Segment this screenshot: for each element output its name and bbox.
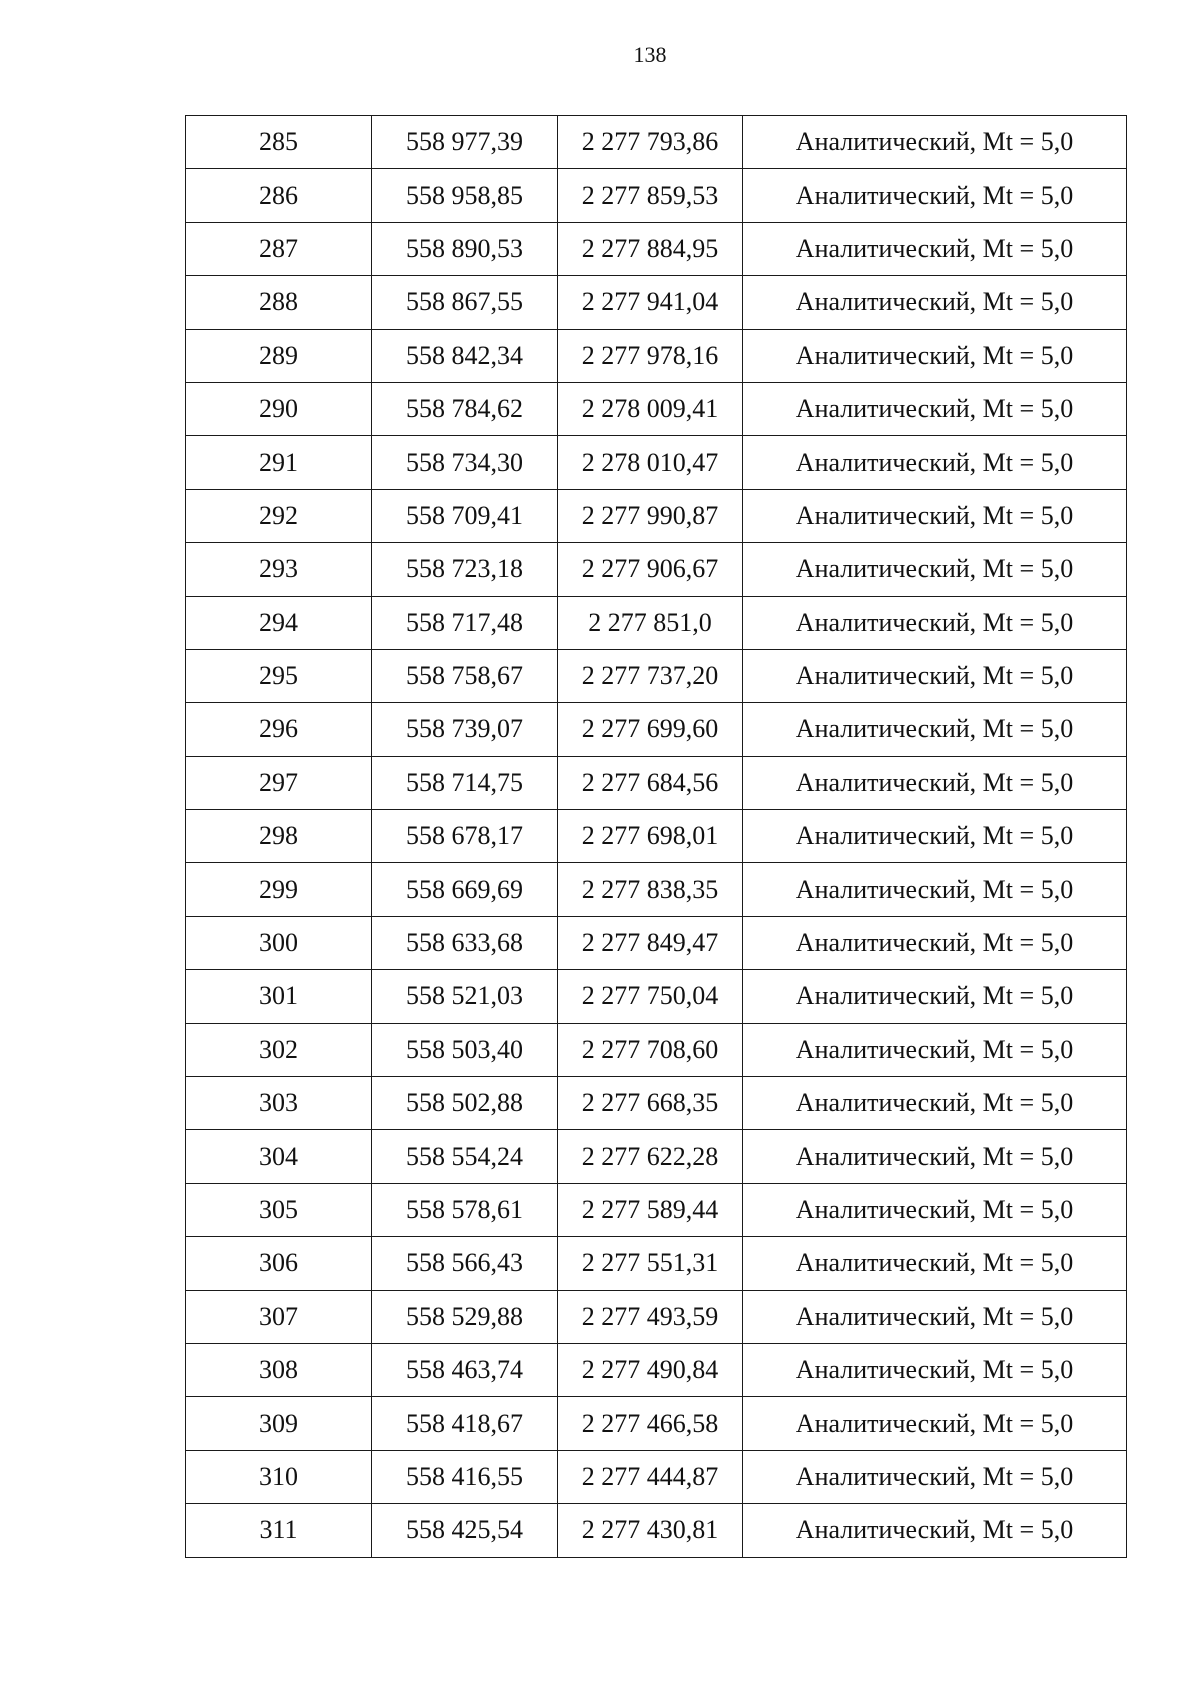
- y-coordinate-cell: 2 277 859,53: [558, 169, 743, 222]
- method-cell: Аналитический, Mt = 5,0: [743, 1183, 1127, 1236]
- table-row: [186, 276, 1127, 329]
- table-row: [186, 222, 1127, 275]
- method-cell: Аналитический, Mt = 5,0: [743, 916, 1127, 969]
- y-coordinate-cell: 2 277 851,0: [558, 596, 743, 649]
- x-coordinate-cell: 558 758,67: [372, 649, 558, 702]
- table-row: [186, 1504, 1127, 1557]
- point-number-cell: 292: [186, 489, 372, 542]
- x-coordinate-cell: 558 633,68: [372, 916, 558, 969]
- point-number-cell: 286: [186, 169, 372, 222]
- method-cell: Аналитический, Mt = 5,0: [743, 596, 1127, 649]
- y-coordinate-cell: 2 277 906,67: [558, 543, 743, 596]
- point-number-cell: 296: [186, 703, 372, 756]
- method-cell: Аналитический, Mt = 5,0: [743, 1023, 1127, 1076]
- method-cell: Аналитический, Mt = 5,0: [743, 1290, 1127, 1343]
- table-row: [186, 116, 1127, 169]
- point-number-cell: 297: [186, 756, 372, 809]
- table-row: [186, 436, 1127, 489]
- y-coordinate-cell: 2 277 668,35: [558, 1077, 743, 1130]
- y-coordinate-cell: 2 277 941,04: [558, 276, 743, 329]
- table-row: [186, 1023, 1127, 1076]
- method-cell: Аналитический, Mt = 5,0: [743, 1504, 1127, 1557]
- table-row: [186, 649, 1127, 702]
- table-row: [186, 810, 1127, 863]
- point-number-cell: 305: [186, 1183, 372, 1236]
- point-number-cell: 303: [186, 1077, 372, 1130]
- x-coordinate-cell: 558 734,30: [372, 436, 558, 489]
- y-coordinate-cell: 2 278 009,41: [558, 382, 743, 435]
- y-coordinate-cell: 2 277 849,47: [558, 916, 743, 969]
- point-number-cell: 299: [186, 863, 372, 916]
- x-coordinate-cell: 558 578,61: [372, 1183, 558, 1236]
- table-row: [186, 703, 1127, 756]
- table-row: [186, 1450, 1127, 1503]
- table-row: [186, 970, 1127, 1023]
- y-coordinate-cell: 2 277 589,44: [558, 1183, 743, 1236]
- y-coordinate-cell: 2 277 430,81: [558, 1504, 743, 1557]
- point-number-cell: 304: [186, 1130, 372, 1183]
- method-cell: Аналитический, Mt = 5,0: [743, 1450, 1127, 1503]
- table-row: [186, 863, 1127, 916]
- y-coordinate-cell: 2 277 698,01: [558, 810, 743, 863]
- x-coordinate-cell: 558 502,88: [372, 1077, 558, 1130]
- method-cell: Аналитический, Mt = 5,0: [743, 543, 1127, 596]
- method-cell: Аналитический, Mt = 5,0: [743, 222, 1127, 275]
- x-coordinate-cell: 558 416,55: [372, 1450, 558, 1503]
- method-cell: Аналитический, Mt = 5,0: [743, 276, 1127, 329]
- y-coordinate-cell: 2 277 737,20: [558, 649, 743, 702]
- point-number-cell: 298: [186, 810, 372, 863]
- y-coordinate-cell: 2 278 010,47: [558, 436, 743, 489]
- table-row: [186, 169, 1127, 222]
- table-row: [186, 329, 1127, 382]
- table-row: [186, 1183, 1127, 1236]
- table-row: [186, 1343, 1127, 1396]
- x-coordinate-cell: 558 717,48: [372, 596, 558, 649]
- point-number-cell: 300: [186, 916, 372, 969]
- table-row: [186, 1130, 1127, 1183]
- point-number-cell: 294: [186, 596, 372, 649]
- y-coordinate-cell: 2 277 493,59: [558, 1290, 743, 1343]
- method-cell: Аналитический, Mt = 5,0: [743, 382, 1127, 435]
- y-coordinate-cell: 2 277 444,87: [558, 1450, 743, 1503]
- x-coordinate-cell: 558 503,40: [372, 1023, 558, 1076]
- page-number: 138: [633, 42, 667, 67]
- x-coordinate-cell: 558 554,24: [372, 1130, 558, 1183]
- point-number-cell: 311: [186, 1504, 372, 1557]
- method-cell: Аналитический, Mt = 5,0: [743, 703, 1127, 756]
- point-number-cell: 287: [186, 222, 372, 275]
- point-number-cell: 307: [186, 1290, 372, 1343]
- x-coordinate-cell: 558 739,07: [372, 703, 558, 756]
- point-number-cell: 295: [186, 649, 372, 702]
- table-row: [186, 489, 1127, 542]
- x-coordinate-cell: 558 723,18: [372, 543, 558, 596]
- method-cell: Аналитический, Mt = 5,0: [743, 116, 1127, 169]
- x-coordinate-cell: 558 714,75: [372, 756, 558, 809]
- point-number-cell: 310: [186, 1450, 372, 1503]
- table-row: [186, 1237, 1127, 1290]
- y-coordinate-cell: 2 277 708,60: [558, 1023, 743, 1076]
- point-number-cell: 285: [186, 116, 372, 169]
- x-coordinate-cell: 558 958,85: [372, 169, 558, 222]
- coordinates-table: [185, 115, 1127, 1558]
- method-cell: Аналитический, Mt = 5,0: [743, 970, 1127, 1023]
- point-number-cell: 289: [186, 329, 372, 382]
- method-cell: Аналитический, Mt = 5,0: [743, 436, 1127, 489]
- x-coordinate-cell: 558 977,39: [372, 116, 558, 169]
- x-coordinate-cell: 558 566,43: [372, 1237, 558, 1290]
- y-coordinate-cell: 2 277 884,95: [558, 222, 743, 275]
- method-cell: Аналитический, Mt = 5,0: [743, 810, 1127, 863]
- y-coordinate-cell: 2 277 684,56: [558, 756, 743, 809]
- table-body: [186, 116, 1127, 1558]
- x-coordinate-cell: 558 425,54: [372, 1504, 558, 1557]
- y-coordinate-cell: 2 277 490,84: [558, 1343, 743, 1396]
- y-coordinate-cell: 2 277 750,04: [558, 970, 743, 1023]
- y-coordinate-cell: 2 277 466,58: [558, 1397, 743, 1450]
- method-cell: Аналитический, Mt = 5,0: [743, 756, 1127, 809]
- point-number-cell: 288: [186, 276, 372, 329]
- point-number-cell: 301: [186, 970, 372, 1023]
- y-coordinate-cell: 2 277 551,31: [558, 1237, 743, 1290]
- method-cell: Аналитический, Mt = 5,0: [743, 329, 1127, 382]
- table-row: [186, 596, 1127, 649]
- y-coordinate-cell: 2 277 622,28: [558, 1130, 743, 1183]
- method-cell: Аналитический, Mt = 5,0: [743, 1397, 1127, 1450]
- x-coordinate-cell: 558 669,69: [372, 863, 558, 916]
- point-number-cell: 308: [186, 1343, 372, 1396]
- point-number-cell: 290: [186, 382, 372, 435]
- method-cell: Аналитический, Mt = 5,0: [743, 1077, 1127, 1130]
- y-coordinate-cell: 2 277 699,60: [558, 703, 743, 756]
- table-row: [186, 1290, 1127, 1343]
- point-number-cell: 293: [186, 543, 372, 596]
- point-number-cell: 291: [186, 436, 372, 489]
- method-cell: Аналитический, Mt = 5,0: [743, 1237, 1127, 1290]
- x-coordinate-cell: 558 418,67: [372, 1397, 558, 1450]
- y-coordinate-cell: 2 277 793,86: [558, 116, 743, 169]
- table-row: [186, 1077, 1127, 1130]
- y-coordinate-cell: 2 277 990,87: [558, 489, 743, 542]
- table-row: [186, 382, 1127, 435]
- method-cell: Аналитический, Mt = 5,0: [743, 169, 1127, 222]
- x-coordinate-cell: 558 867,55: [372, 276, 558, 329]
- method-cell: Аналитический, Mt = 5,0: [743, 1343, 1127, 1396]
- method-cell: Аналитический, Mt = 5,0: [743, 489, 1127, 542]
- table-row: [186, 756, 1127, 809]
- point-number-cell: 309: [186, 1397, 372, 1450]
- table-row: [186, 916, 1127, 969]
- x-coordinate-cell: 558 784,62: [372, 382, 558, 435]
- x-coordinate-cell: 558 678,17: [372, 810, 558, 863]
- table-row: [186, 1397, 1127, 1450]
- x-coordinate-cell: 558 842,34: [372, 329, 558, 382]
- method-cell: Аналитический, Mt = 5,0: [743, 863, 1127, 916]
- x-coordinate-cell: 558 529,88: [372, 1290, 558, 1343]
- point-number-cell: 302: [186, 1023, 372, 1076]
- x-coordinate-cell: 558 890,53: [372, 222, 558, 275]
- y-coordinate-cell: 2 277 838,35: [558, 863, 743, 916]
- y-coordinate-cell: 2 277 978,16: [558, 329, 743, 382]
- x-coordinate-cell: 558 521,03: [372, 970, 558, 1023]
- x-coordinate-cell: 558 463,74: [372, 1343, 558, 1396]
- point-number-cell: 306: [186, 1237, 372, 1290]
- table-row: [186, 543, 1127, 596]
- method-cell: Аналитический, Mt = 5,0: [743, 1130, 1127, 1183]
- x-coordinate-cell: 558 709,41: [372, 489, 558, 542]
- method-cell: Аналитический, Mt = 5,0: [743, 649, 1127, 702]
